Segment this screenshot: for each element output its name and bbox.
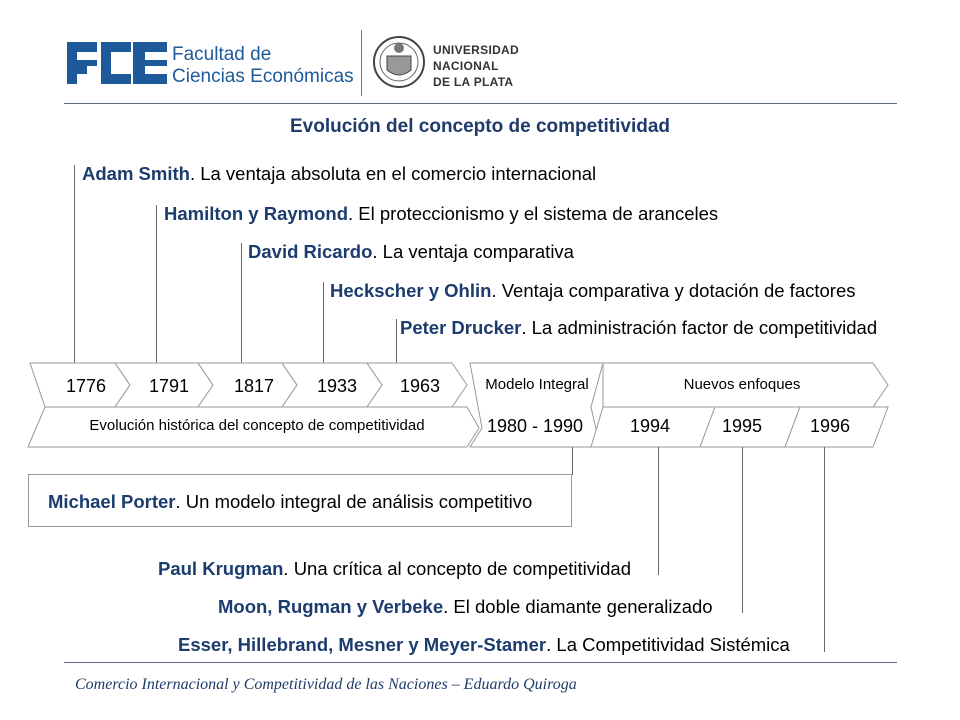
- entry-text: . La ventaja comparativa: [372, 241, 574, 262]
- historical-label: Evolución histórica del concepto de competitividad: [89, 417, 425, 434]
- entry-text: . La administración factor de competitividad: [521, 317, 878, 338]
- entry-author: David Ricardo: [248, 241, 373, 262]
- entry-author: Michael Porter: [48, 491, 176, 512]
- connector-1995: [742, 447, 743, 613]
- entry-text: . La Competitividad Sistémica: [546, 634, 790, 655]
- year-label-1963: 1963: [399, 376, 441, 396]
- unlp-name-line2: NACIONAL: [433, 59, 499, 73]
- diagram-title: Evolución del concepto de competitividad: [289, 116, 671, 137]
- entry-author: Adam Smith: [82, 163, 190, 184]
- entry-text: . El doble diamante generalizado: [443, 596, 713, 617]
- entry-author: Heckscher y Ohlin: [330, 280, 492, 301]
- unlp-name-line1: UNIVERSIDAD: [433, 43, 519, 57]
- entry-paul-krugman: [158, 558, 631, 580]
- entry-text: . Ventaja comparativa y dotación de factores: [491, 280, 856, 301]
- year-label-1776: 1776: [65, 376, 107, 396]
- entry-text: . La ventaja absoluta en el comercio internacional: [189, 163, 597, 184]
- entry-moon-rugman-verbeke: [218, 596, 713, 618]
- new-approaches-label: Nuevos enfoques: [683, 376, 801, 393]
- unlp-name-line3: DE LA PLATA: [433, 75, 514, 89]
- entry-author: Esser, Hillebrand, Mesner y Meyer-Stamer: [178, 634, 547, 655]
- connector-1994: [658, 447, 659, 575]
- connector-1996: [824, 447, 825, 652]
- entry-text: . Un modelo integral de análisis competitivo: [175, 491, 533, 512]
- connector-porter: [572, 447, 573, 475]
- entry-text: . El proteccionismo y el sistema de aranceles: [348, 203, 719, 224]
- entry-author: Paul Krugman: [158, 558, 284, 579]
- integral-period-label: 1980 - 1990: [486, 416, 584, 436]
- year-label-1995: 1995: [721, 416, 763, 436]
- fce-name-line2: Ciencias Económicas: [172, 66, 354, 87]
- year-label-1933: 1933: [316, 376, 358, 396]
- footer-rule: [64, 662, 897, 663]
- entry-author: Hamilton y Raymond: [164, 203, 348, 224]
- entry-text: . Una crítica al concepto de competitividad: [283, 558, 631, 579]
- year-label-1817: 1817: [233, 376, 275, 396]
- integral-label: Modelo Integral: [485, 376, 589, 393]
- entry-author: Peter Drucker: [400, 317, 522, 338]
- year-label-1994: 1994: [629, 416, 671, 436]
- entry-author: Moon, Rugman y Verbeke: [218, 596, 444, 617]
- entry-esser-et-al: [178, 634, 790, 656]
- entry-michael-porter: [48, 491, 532, 513]
- fce-name-line1: Facultad de: [172, 44, 272, 65]
- footer-caption: Comercio Internacional y Competitividad de las Naciones – Eduardo Quiroga: [75, 676, 577, 693]
- year-label-1996: 1996: [809, 416, 851, 436]
- year-label-1791: 1791: [148, 376, 190, 396]
